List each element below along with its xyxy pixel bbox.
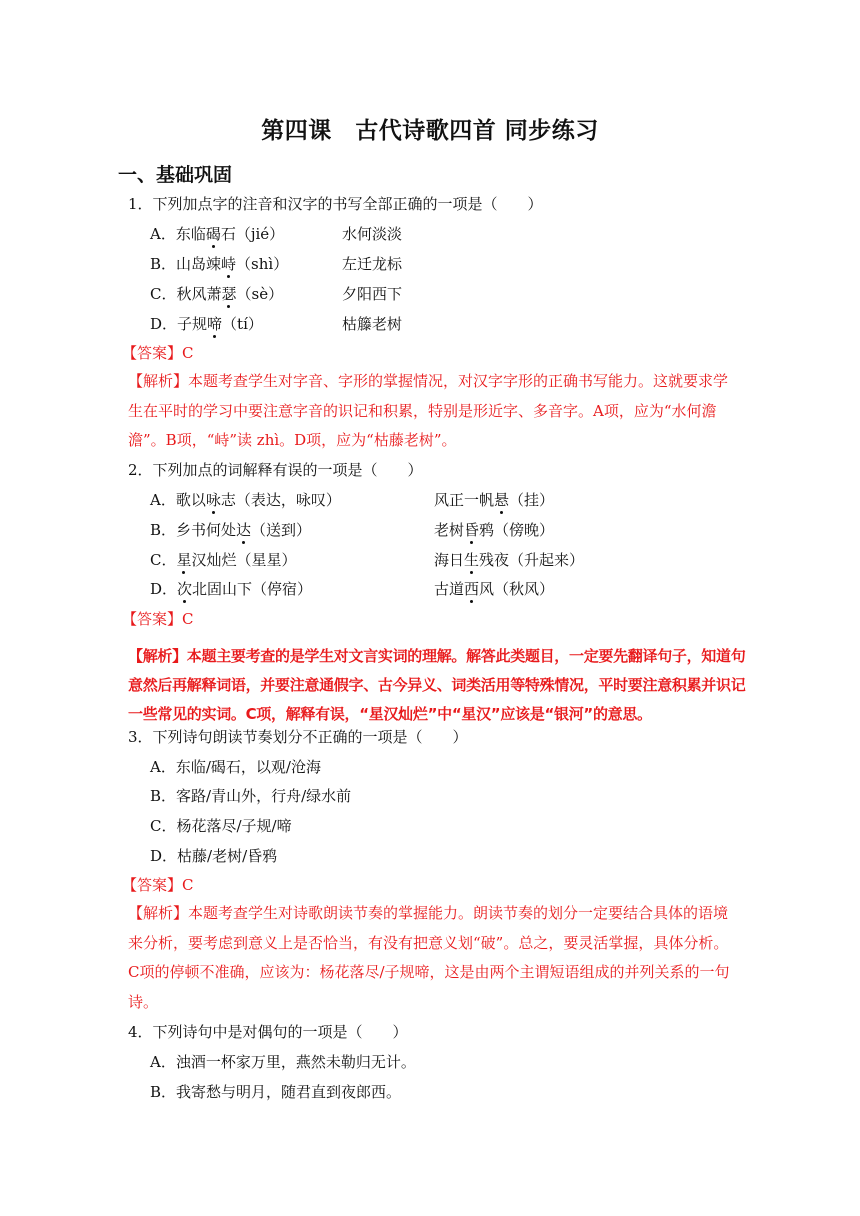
emphasis-dot-mark: 悬 (494, 491, 510, 509)
q3-option-b: B．客路/青山外，行舟/绿水前 (150, 787, 352, 805)
question-1-stem: 1．下列加点字的注音和汉字的书写全部正确的一项是（ ） (128, 195, 543, 213)
q1-option-c-word: 夕阳西下 (342, 285, 403, 303)
question-2-stem: 2．下列加点的词解释有误的一项是（ ） (128, 461, 423, 479)
emphasis-dot-mark: 达 (236, 521, 252, 539)
q1-option-b-word: 左迁龙标 (342, 255, 403, 273)
emphasis-dot-mark: 星 (176, 551, 192, 569)
q1-analysis: 【解析】本题考查学生对字音、字形的掌握情况，对汉字字形的正确书写能力。这就要求学生在平时的学习中要注意字音的识记和积累，特别是形近字、多音字。A项，应为“水何澹澹”。B项，“峙”读 zhì。D项，应为“枯藤老树”。 (128, 372, 729, 449)
page-title: 第四课 古代诗歌四首 同步练习 (261, 118, 599, 144)
q2-analysis: 【解析】本题主要考查的是学生对文言实词的理解。解答此类题目，一定要先翻译句子，知道句意然后再解释词语，并要注意通假字、古今异义、词类活用等特殊情况，平时要注意积累并识记一些常见的实词。C项，解释有误，“星汉灿烂”中“星汉”应该是“银河”的意思。 (128, 647, 746, 723)
emphasis-dot-mark: 西 (464, 580, 480, 598)
q2-option-a-right: 风正一帆悬（挂） (434, 491, 555, 509)
question-3-stem: 3．下列诗句朗读节奏划分不正确的一项是（ ） (128, 728, 468, 746)
q3-analysis: 【解析】本题考查学生对诗歌朗读节奏的掌握能力。朗读节奏的划分一定要结合具体的语境来分析，要考虑到意义上是否恰当，有没有把意义划“破”。总之，要灵活掌握，具体分析。C项的停顿不准确，应该为：杨花落尽/子规啼，这是由两个主谓短语组成的并列关系的一句诗。 (128, 904, 730, 1011)
q1-option-d: D．子规啼（tí） (150, 315, 263, 333)
q1-answer: 【答案】C (122, 344, 194, 362)
emphasis-dot-mark: 啼 (207, 315, 223, 333)
section-heading: 一、基础巩固 (118, 164, 233, 186)
q2-option-d: D．次北固山下（停宿） (150, 580, 313, 598)
emphasis-dot-mark: 生 (464, 551, 480, 569)
q3-option-d: D．枯藤/老树/昏鸦 (150, 847, 278, 865)
q2-option-a: A．歌以咏志（表达，咏叹） (150, 491, 341, 509)
q4-option-b: B．我寄愁与明月，随君直到夜郎西。 (150, 1083, 402, 1101)
q1-option-c: C．秋风萧瑟（sè） (150, 285, 284, 303)
emphasis-dot-mark: 咏 (205, 491, 221, 509)
emphasis-dot-mark: 次 (177, 580, 193, 598)
emphasis-dot-mark: 峙 (221, 255, 237, 273)
q1-option-a: A．东临碣石（jié） (150, 225, 285, 243)
q4-option-a: A．浊酒一杯家万里，燕然未勒归无计。 (150, 1053, 416, 1071)
q2-option-d-right: 古道西风（秋风） (434, 580, 555, 598)
q2-answer: 【答案】C (122, 610, 194, 628)
q3-option-c: C．杨花落尽/子规/啼 (150, 817, 292, 835)
q1-option-a-word: 水何淡淡 (342, 225, 403, 243)
emphasis-dot-mark: 瑟 (221, 285, 237, 303)
q2-option-b-right: 老树昏鸦（傍晚） (434, 521, 555, 539)
q2-option-c: C．星汉灿烂（星星） (150, 551, 297, 569)
q3-option-a: A．东临/碣石，以观/沧海 (150, 758, 321, 776)
q1-option-d-word: 枯籐老树 (342, 315, 403, 333)
q2-option-c-right: 海日生残夜（升起来） (434, 551, 585, 569)
q2-option-b: B．乡书何处达（送到） (150, 521, 312, 539)
emphasis-dot-mark: 昏 (464, 521, 480, 539)
q3-answer: 【答案】C (122, 876, 194, 894)
question-4-stem: 4．下列诗句中是对偶句的一项是（ ） (128, 1023, 408, 1041)
emphasis-dot-mark: 碣 (205, 225, 221, 243)
q1-option-b: B．山岛竦峙（shì） (150, 255, 289, 273)
